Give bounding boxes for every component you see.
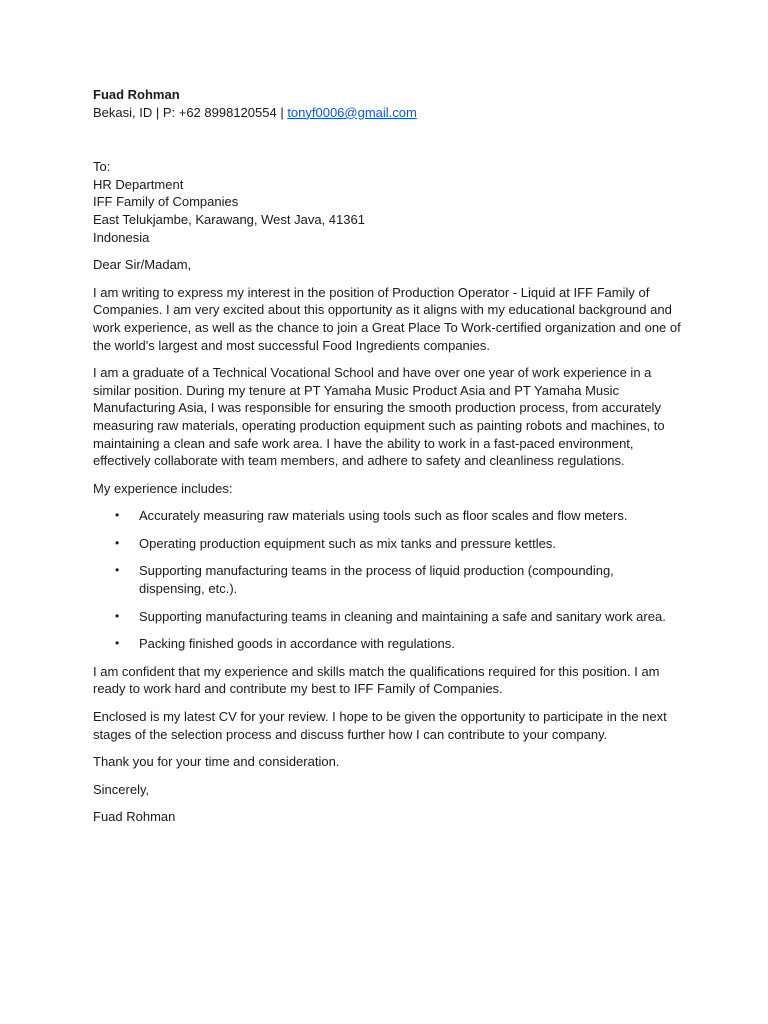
sign-off: Sincerely, [93, 781, 150, 797]
recipient-address: East Telukjambe, Karawang, West Java, 41361 [93, 211, 365, 227]
list-item [93, 562, 683, 597]
sender-contact [93, 104, 683, 122]
experience-item-text: Accurately measuring raw materials using tools such as floor scales and flow meters. [139, 508, 628, 524]
recipient-block [93, 158, 683, 246]
header-spacer [93, 121, 683, 158]
experience-intro: My experience includes: [93, 480, 233, 496]
sender-email-link[interactable]: tonyf0006@gmail.com [287, 104, 417, 120]
experience-item-text: Supporting manufacturing teams in the process of liquid production (compounding, dispensing, etc.). [139, 563, 614, 597]
experience-item-text: Supporting manufacturing teams in cleaning and maintaining a safe and sanitary work area. [139, 608, 666, 624]
paragraph-intro: I am writing to express my interest in the position of Production Operator - Liquid at IFF Family of Companies. I am very excited about this opportunity as it aligns with my educational background and work experience, as well as the chance to join a Great Place To Work-certified organization and one of the world's largest and most successful Food Ingredients companies. [93, 284, 681, 353]
list-item [93, 535, 683, 553]
experience-list [93, 507, 683, 653]
bullet-icon: • [115, 508, 120, 523]
list-item [93, 507, 683, 525]
bullet-icon: • [115, 636, 120, 651]
experience-item-text: Packing finished goods in accordance with regulations. [139, 636, 455, 652]
sender-contact-text: Bekasi, ID | P: +62 8998120554 | [93, 104, 288, 120]
signature-name: Fuad Rohman [93, 809, 176, 825]
recipient-department: HR Department [93, 176, 184, 192]
paragraph-enclosure: Enclosed is my latest CV for your review. I hope to be given the opportunity to participate in the next stages of the selection process and discuss further how I can contribute to your company. [93, 709, 667, 742]
bullet-icon: • [115, 563, 120, 578]
paragraph-confidence: I am confident that my experience and skills match the qualifications required for this position. I am ready to work hard and contribute my best to IFF Family of Companies. [93, 663, 660, 697]
experience-item-text: Operating production equipment such as mix tanks and pressure kettles. [139, 535, 556, 551]
list-item [93, 635, 683, 653]
paragraph-background: I am a graduate of a Technical Vocational School and have over one year of work experience in a similar position. During my tenure at PT Yamaha Music Product Asia and PT Yamaha Music Manufacturing Asia, I was responsible for ensuring the smooth production process, from accurately measuring raw materials, operating production equipment such as painting robots and machines, to maintaining a clean and safe work area. I have the ability to work in a fast-paced environment, effectively collaborate with team members, and adhere to safety and cleanliness regulations. [93, 365, 665, 469]
recipient-company: IFF Family of Companies [93, 194, 239, 210]
recipient-to: To: [93, 159, 111, 175]
bullet-icon: • [115, 535, 120, 550]
letter-header [93, 86, 683, 121]
sender-name: Fuad Rohman [93, 87, 180, 102]
bullet-icon: • [115, 608, 120, 623]
paragraph-thanks: Thank you for your time and consideration. [93, 754, 340, 770]
recipient-country: Indonesia [93, 229, 150, 245]
cover-letter [93, 86, 683, 836]
salutation: Dear Sir/Madam, [93, 257, 192, 273]
list-item [93, 608, 683, 626]
